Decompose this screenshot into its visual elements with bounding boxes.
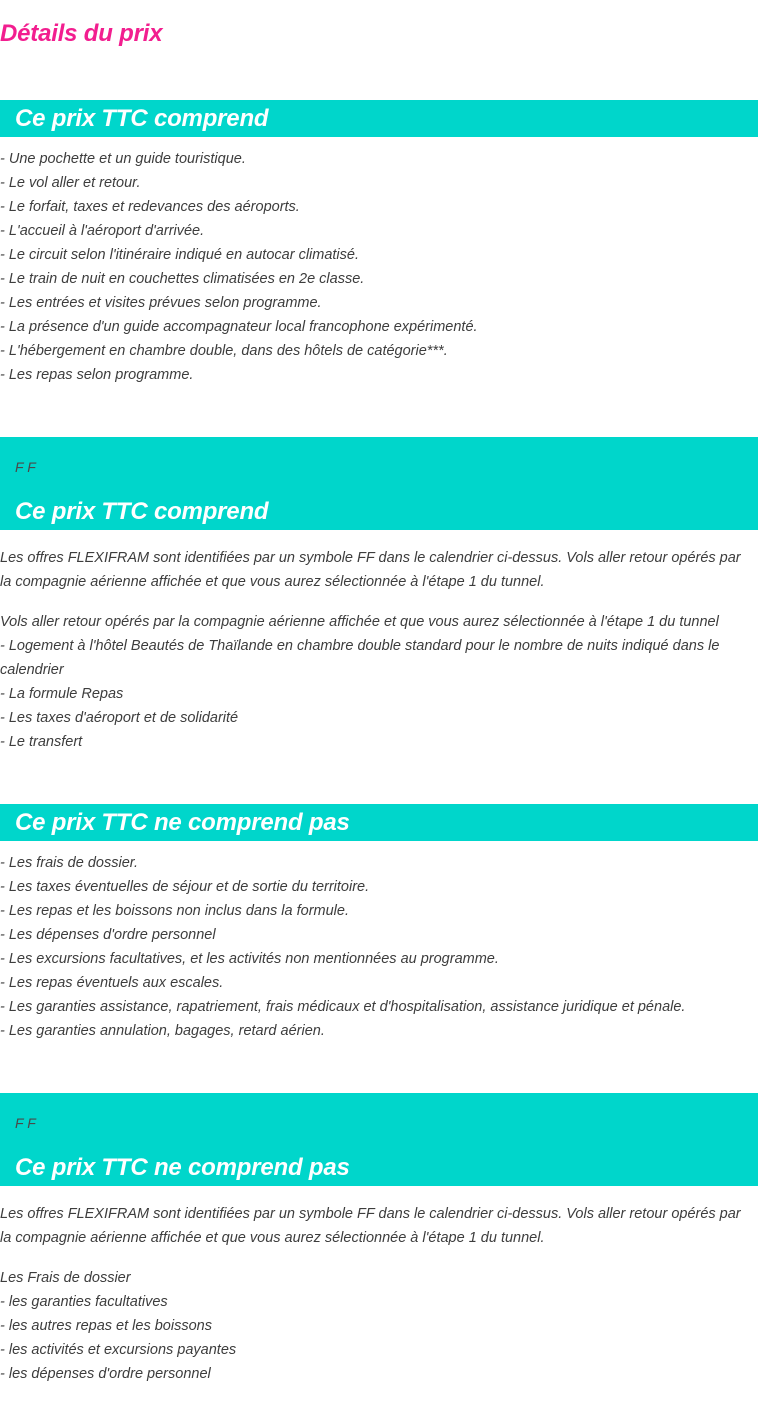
list-item: Vols aller retour opérés par la compagnie aérienne affichée et que vous aurez sélectionnée à l'étape 1 du tunnel [0, 614, 719, 630]
list-item: - les dépenses d'ordre personnel [0, 1366, 211, 1382]
list-item: - Les dépenses d'ordre personnel [0, 927, 216, 943]
list-item: - L'accueil à l'aéroport d'arrivée. [0, 223, 205, 239]
list-item: - Les frais de dossier. [0, 855, 139, 871]
page-title: Détails du prix [0, 20, 163, 47]
section-header-not-included [0, 804, 758, 841]
list-item: - La présence d'un guide accompagnateur local francophone expérimenté. [0, 319, 478, 335]
list-item: - Le forfait, taxes et redevances des aéroports. [0, 199, 300, 215]
section-header-flexifram-not-included [0, 1093, 758, 1186]
included-list [0, 147, 740, 387]
section-header-flexifram-included [0, 437, 758, 530]
not-included-list [0, 851, 740, 1043]
list-item: - Les garanties annulation, bagages, retard aérien. [0, 1023, 325, 1039]
list-item: - les garanties facultatives [0, 1294, 168, 1310]
list-item: - Une pochette et un guide touristique. [0, 151, 246, 167]
flexifram-intro: Les offres FLEXIFRAM sont identifiées par un symbole FF dans le calendrier ci-dessus. Vols aller retour opérés par la compagnie aérienne affichée et que vous aurez sélectionnée à l'étape 1 du tunnel. [0, 1206, 741, 1246]
section-title: Ce prix TTC ne comprend pas [15, 809, 350, 836]
flexifram-intro: Les offres FLEXIFRAM sont identifiées par un symbole FF dans le calendrier ci-dessus. Vols aller retour opérés par la compagnie aérienne affichée et que vous aurez sélectionnée à l'étape 1 du tunnel. [0, 550, 741, 590]
list-item: - Les excursions facultatives, et les activités non mentionnées au programme. [0, 951, 499, 967]
list-item: - Le circuit selon l'itinéraire indiqué en autocar climatisé. [0, 247, 359, 263]
list-item: - les activités et excursions payantes [0, 1342, 237, 1358]
list-item: - Les entrées et visites prévues selon programme. [0, 295, 322, 311]
list-item: - L'hébergement en chambre double, dans des hôtels de catégorie***. [0, 343, 448, 359]
section-title: Ce prix TTC ne comprend pas [15, 1154, 350, 1181]
list-item: - Les repas éventuels aux escales. [0, 975, 224, 991]
list-item: Les Frais de dossier [0, 1270, 131, 1286]
list-item: - Les taxes éventuelles de séjour et de sortie du territoire. [0, 879, 370, 895]
flexifram-not-included-list [0, 1266, 740, 1386]
list-item: - La formule Repas [0, 686, 124, 702]
list-item: - Les repas et les boissons non inclus dans la formule. [0, 903, 349, 919]
list-item: - Les taxes d'aéroport et de solidarité [0, 710, 239, 726]
list-item: - les autres repas et les boissons [0, 1318, 212, 1334]
section-title: Ce prix TTC comprend [15, 498, 269, 525]
flexifram-badge: F F [15, 1115, 36, 1131]
list-item: - Les garanties assistance, rapatriement, frais médicaux et d'hospitalisation, assistance juridique et pénale. [0, 999, 686, 1015]
section-header-included [0, 100, 758, 137]
list-item: - Le train de nuit en couchettes climatisées en 2e classe. [0, 271, 365, 287]
flexifram-badge: F F [15, 459, 36, 475]
list-item: - Le vol aller et retour. [0, 175, 141, 191]
section-title: Ce prix TTC comprend [15, 105, 269, 132]
flexifram-included-list [0, 610, 740, 754]
list-item: - Les repas selon programme. [0, 367, 194, 383]
list-item: - Le transfert [0, 734, 83, 750]
list-item: - Logement à l'hôtel Beautés de Thaïlande en chambre double standard pour le nombre de nuits indiqué dans le calendrier [0, 638, 720, 678]
